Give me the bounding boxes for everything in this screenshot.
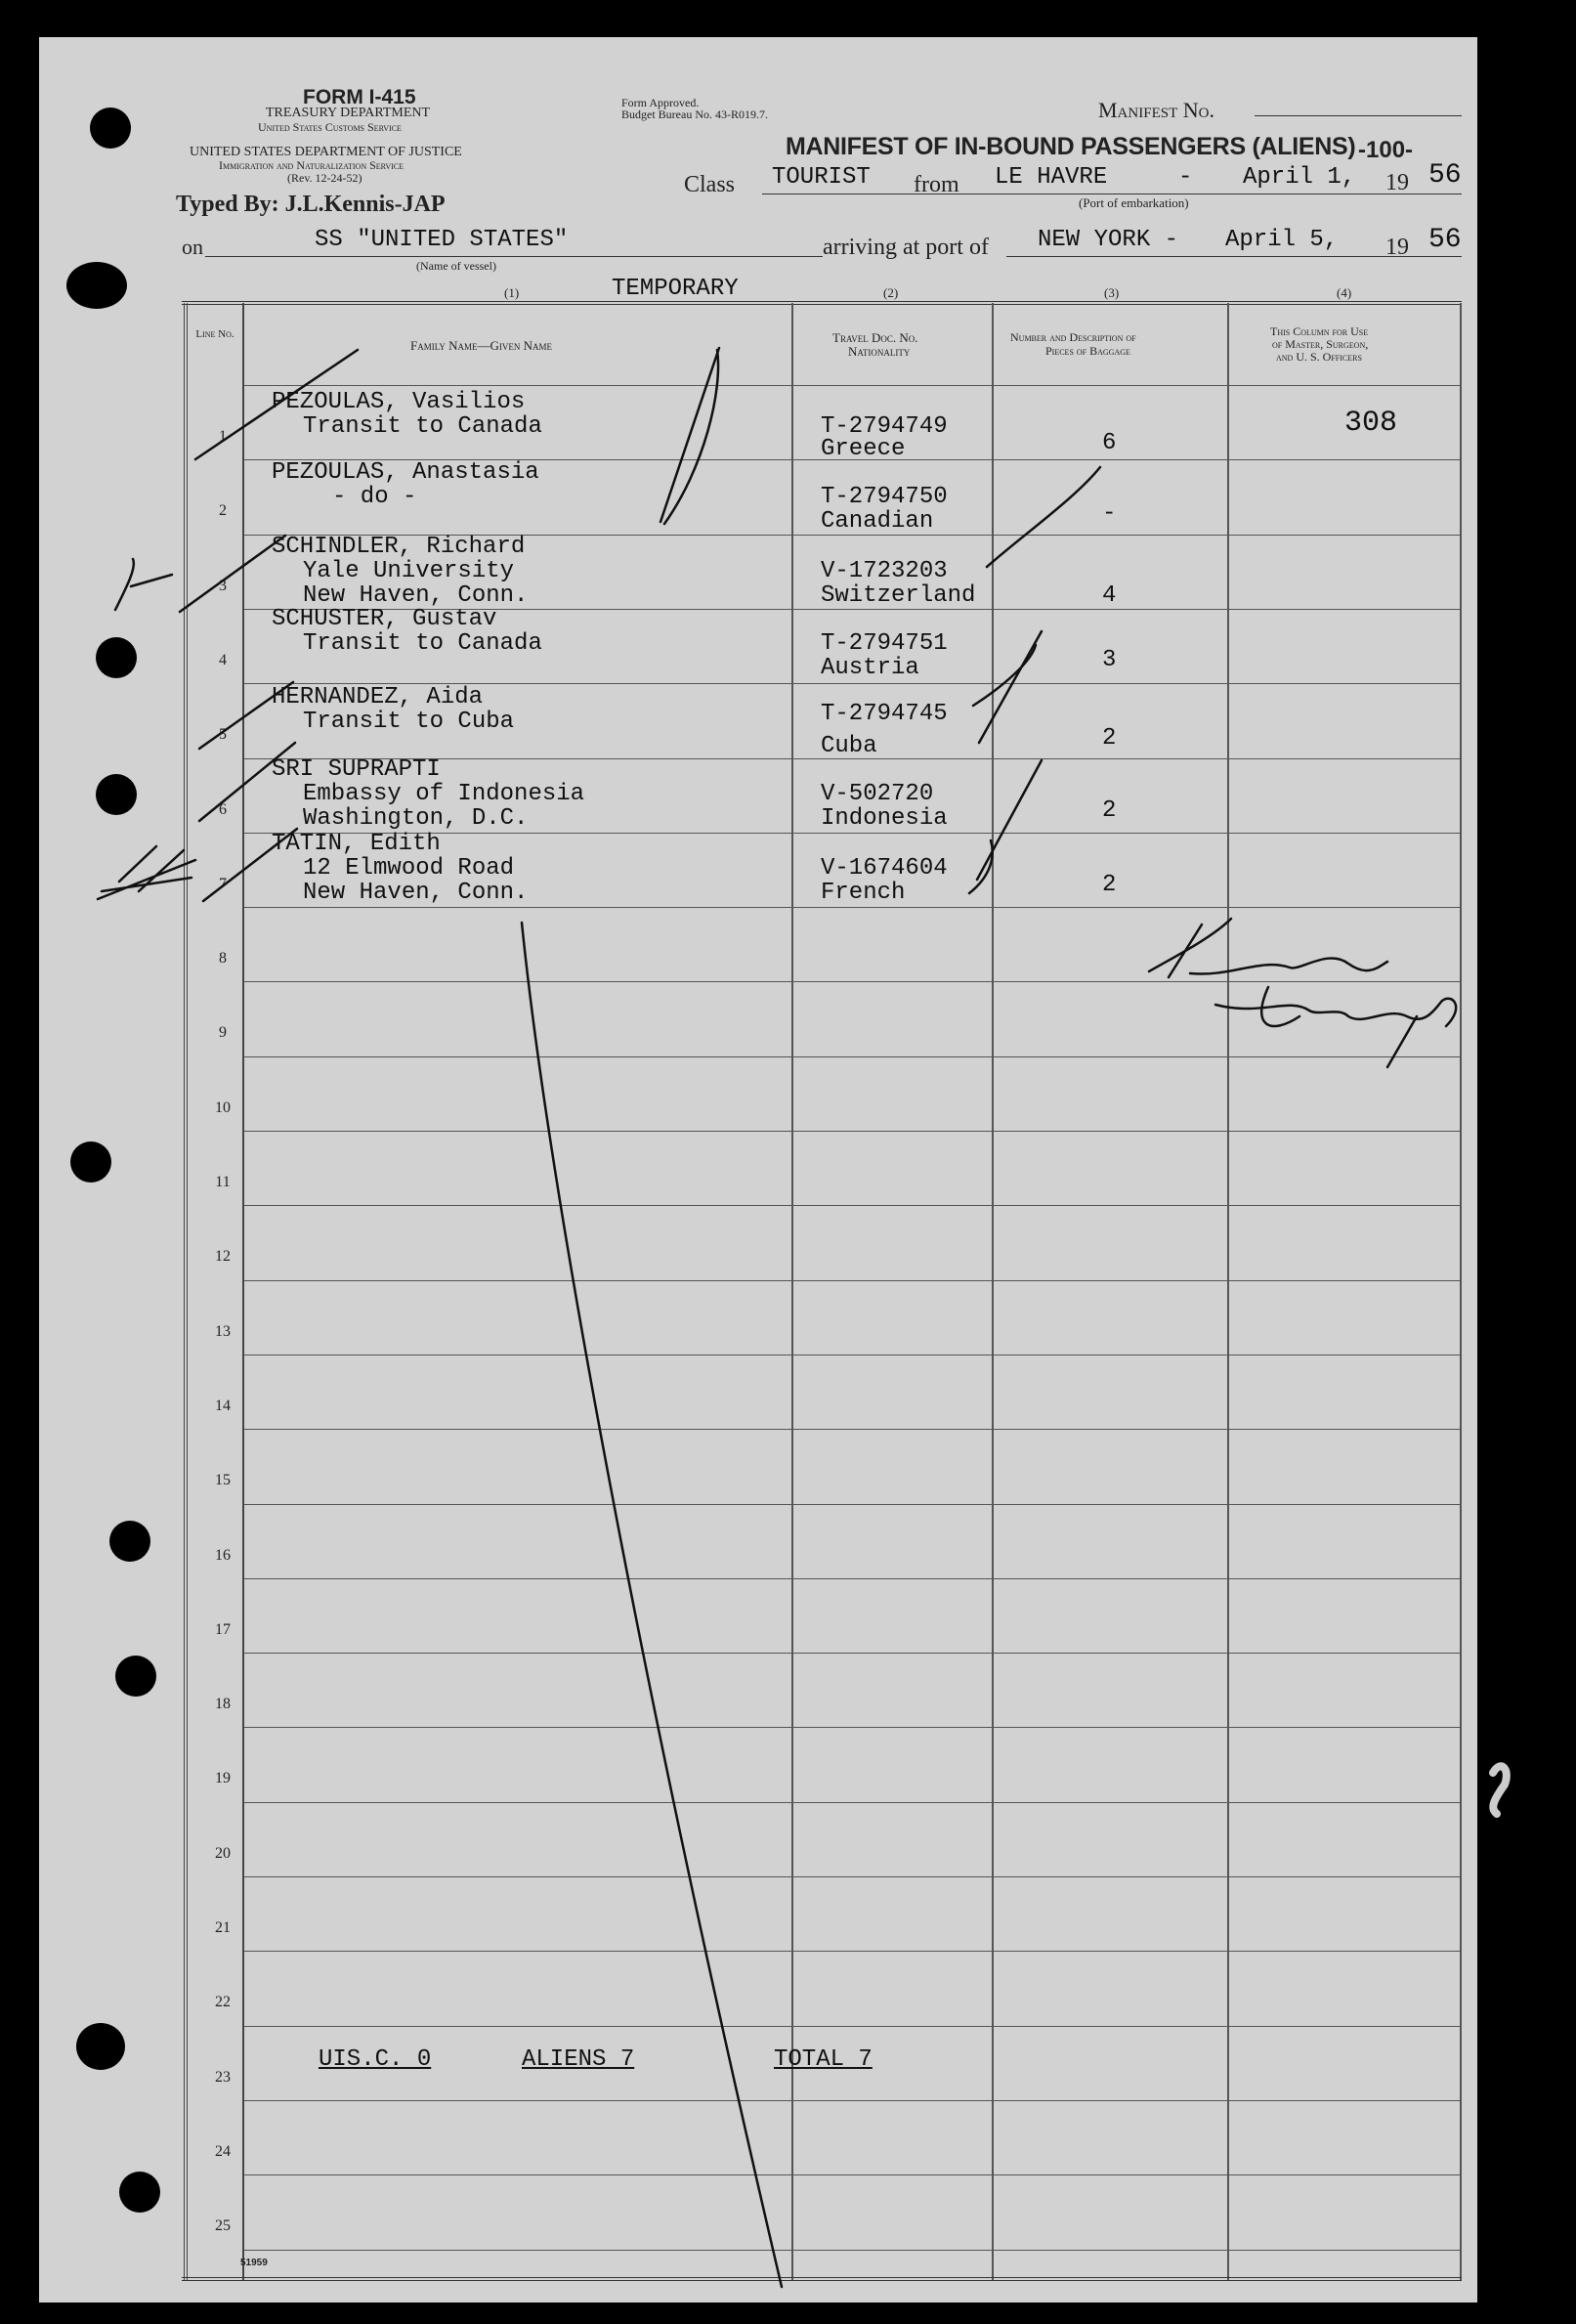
- passenger-address: - do -: [332, 484, 417, 510]
- header-baggage-2: Pieces of Baggage: [1045, 344, 1130, 358]
- arrival-year: 56: [1428, 225, 1462, 255]
- long-cancel-line: [522, 923, 782, 2287]
- header-travel-doc: Travel Doc. No.: [832, 330, 918, 345]
- check-mark: [987, 467, 1100, 567]
- customs-service: United States Customs Service: [258, 120, 402, 134]
- officer-note: 308: [1344, 407, 1398, 440]
- nationality: Austria: [821, 655, 919, 681]
- baggage-count: -: [1102, 500, 1117, 527]
- embarkation-port: LE HAVRE: [995, 164, 1108, 191]
- travel-doc-number: V-1723203: [821, 558, 948, 584]
- line-number: 3: [219, 578, 227, 594]
- passenger-address: Transit to Canada: [303, 413, 542, 440]
- check-mark: [199, 743, 295, 821]
- line-number: 12: [215, 1248, 231, 1265]
- line-number: 25: [215, 2217, 231, 2234]
- header-line-no: Line No.: [195, 328, 234, 340]
- justice-dept: UNITED STATES DEPARTMENT OF JUSTICE: [190, 145, 462, 159]
- line-number: 19: [215, 1770, 231, 1786]
- manifest-title-suffix: -100-: [1358, 137, 1414, 163]
- line-number: 23: [215, 2069, 231, 2086]
- header-baggage-1: Number and Description of: [1010, 330, 1136, 344]
- check-mark: [969, 840, 993, 893]
- check-mark: [199, 682, 293, 749]
- treasury-dept: TREASURY DEPARTMENT: [266, 106, 431, 120]
- baggage-count: 4: [1102, 582, 1117, 609]
- paper-stain: [1493, 1766, 1507, 1814]
- footer-code: 51959: [240, 2258, 268, 2268]
- header-name: Family Name—Given Name: [410, 338, 552, 353]
- class-label: Class: [684, 172, 736, 197]
- year-prefix: 19: [1385, 170, 1409, 195]
- baggage-count: 3: [1102, 647, 1117, 673]
- baggage-count: 2: [1102, 797, 1117, 824]
- baggage-count: 2: [1102, 725, 1117, 752]
- budget-bureau: Budget Bureau No. 43-R019.7.: [621, 108, 768, 121]
- passenger-name: TATIN, Edith: [272, 831, 441, 857]
- line-number: 2: [219, 502, 227, 519]
- line-number: 8: [219, 950, 227, 967]
- line-number: 6: [219, 801, 227, 818]
- passenger-address: Transit to Canada: [303, 630, 542, 657]
- travel-doc-number: T-2794745: [821, 701, 948, 727]
- passenger-address: Washington, D.C.: [303, 805, 529, 832]
- header-officers-2: of Master, Surgeon,: [1272, 337, 1369, 351]
- temporary-label: TEMPORARY: [612, 276, 739, 302]
- line-number: 24: [215, 2143, 231, 2160]
- passenger-address: Yale University: [303, 558, 515, 584]
- vessel-name: SS "UNITED STATES": [315, 227, 569, 253]
- header-officers-1: This Column for Use: [1270, 324, 1369, 338]
- passenger-name: SCHUSTER, Gustav: [272, 606, 497, 632]
- travel-doc-number: V-502720: [821, 781, 934, 807]
- line-number: 22: [215, 1994, 231, 2010]
- check-mark: [203, 829, 297, 901]
- total-usc: UIS.C. 0: [319, 2046, 432, 2073]
- check-mark: [195, 350, 358, 459]
- passenger-address: New Haven, Conn.: [303, 880, 529, 906]
- check-mark: [977, 760, 1042, 880]
- line-number: 20: [215, 1845, 231, 1862]
- travel-doc-number: V-1674604: [821, 855, 948, 882]
- form-number: FORM I-415: [303, 86, 416, 108]
- nationality: Switzerland: [821, 582, 976, 609]
- line-number: 17: [215, 1621, 231, 1638]
- ins-service: Immigration and Naturalization Service: [219, 158, 405, 172]
- travel-doc-number: T-2794749: [821, 413, 948, 440]
- arriving-label: arriving at port of: [823, 235, 989, 260]
- col-1-number: (1): [504, 285, 520, 300]
- passenger-name: PEZOULAS, Anastasia: [272, 459, 539, 486]
- embarkation-date: April 1,: [1243, 164, 1356, 191]
- check-mark: [660, 348, 719, 522]
- baggage-count: 6: [1102, 430, 1117, 456]
- form-approved: Form Approved.: [621, 96, 700, 109]
- header-officers-3: and U. S. Officers: [1276, 350, 1362, 364]
- line-number: 9: [219, 1024, 227, 1041]
- nationality: Indonesia: [821, 805, 948, 832]
- passenger-name: PEZOULAS, Vasilios: [272, 389, 526, 415]
- manifest-title: MANIFEST OF IN-BOUND PASSENGERS (ALIENS): [786, 133, 1356, 160]
- arrival-date: April 5,: [1225, 227, 1339, 253]
- col-2-number: (2): [883, 285, 899, 300]
- nationality: French: [821, 880, 906, 906]
- nationality: Canadian: [821, 508, 934, 535]
- revision-date: (Rev. 12-24-52): [287, 171, 362, 185]
- typed-by: Typed By: J.L.Kennis-JAP: [176, 192, 446, 217]
- check-mark: [979, 631, 1042, 743]
- line-number: 4: [219, 652, 227, 668]
- col-4-number: (4): [1337, 285, 1352, 300]
- on-label: on: [182, 235, 203, 259]
- signature-line-1: [1149, 919, 1387, 977]
- travel-doc-number: T-2794750: [821, 484, 948, 510]
- arrival-port: NEW YORK -: [1038, 227, 1179, 253]
- line-number: 1: [219, 428, 227, 445]
- passenger-address: New Haven, Conn.: [303, 582, 529, 609]
- line-number: 15: [215, 1472, 231, 1488]
- margin-mark: [98, 846, 195, 899]
- check-mark: [180, 536, 285, 612]
- line-number: 21: [215, 1919, 231, 1936]
- from-label: from: [914, 172, 959, 197]
- year-value: 56: [1428, 160, 1462, 191]
- passenger-address: Embassy of Indonesia: [303, 781, 585, 807]
- vessel-label: (Name of vessel): [416, 259, 496, 273]
- travel-doc-number: T-2794751: [821, 630, 948, 657]
- col-3-number: (3): [1104, 285, 1120, 300]
- passenger-name: SRI SUPRAPTI: [272, 756, 441, 783]
- nationality: Cuba: [821, 733, 877, 759]
- line-number: 14: [215, 1398, 231, 1414]
- manifest-no-label: Manifest No.: [1098, 98, 1214, 122]
- line-number: 7: [219, 876, 227, 892]
- margin-initials: [115, 559, 172, 610]
- nationality: Greece: [821, 436, 906, 462]
- class-value: TOURIST: [772, 164, 871, 191]
- line-number: 18: [215, 1696, 231, 1712]
- line-number: 10: [215, 1099, 231, 1116]
- line-number: 16: [215, 1547, 231, 1564]
- passenger-name: SCHINDLER, Richard: [272, 534, 526, 560]
- total-aliens: ALIENS 7: [522, 2046, 635, 2073]
- passenger-address: Transit to Cuba: [303, 709, 515, 735]
- baggage-count: 2: [1102, 872, 1117, 898]
- signature-line-2: [1215, 987, 1456, 1067]
- line-number: 13: [215, 1323, 231, 1340]
- line-number: 11: [215, 1174, 231, 1190]
- passenger-name: HERNANDEZ, Aida: [272, 684, 484, 710]
- line-number: 5: [219, 726, 227, 743]
- dash: -: [1178, 164, 1193, 191]
- arrival-year-prefix: 19: [1385, 235, 1409, 260]
- passenger-address: 12 Elmwood Road: [303, 855, 515, 882]
- port-embark-label: (Port of embarkation): [1079, 195, 1189, 210]
- total-all: TOTAL 7: [774, 2046, 873, 2073]
- header-nationality: Nationality: [848, 344, 911, 359]
